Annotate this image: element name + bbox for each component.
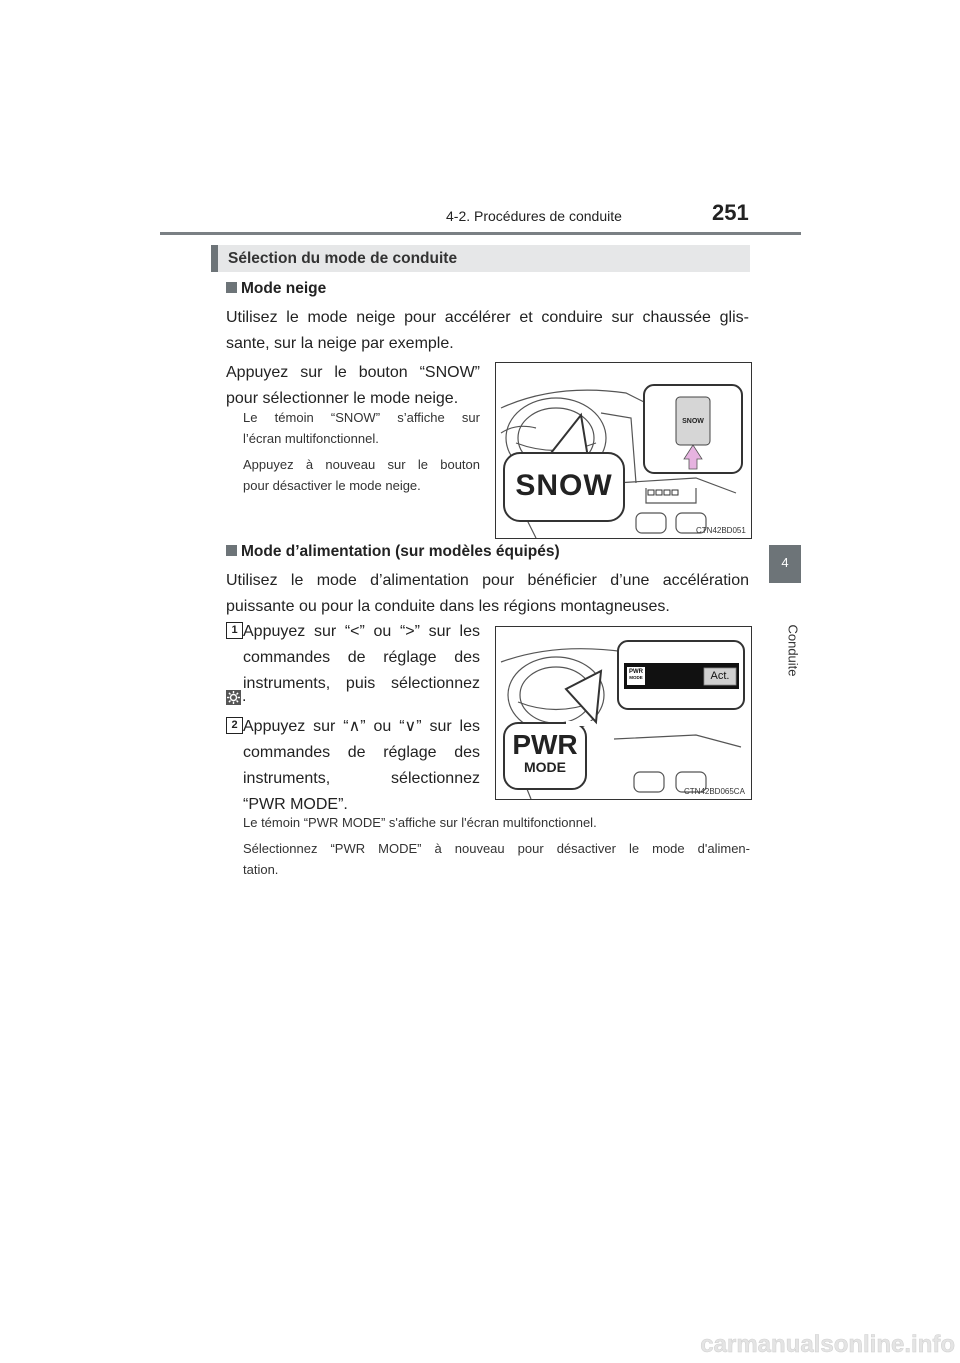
settings-gear-icon <box>226 690 241 705</box>
snow-callout-label: SNOW <box>515 469 613 502</box>
power-intro: Utilisez le mode d’alimentation pour bénéficier d’une accélération puissante ou pour la conduite dans les régions montagneuses. <box>226 572 749 615</box>
square-bullet-icon <box>226 545 237 556</box>
pwr-display-status: Act. <box>710 670 730 682</box>
snow-note-2: Appuyez à nouveau sur le bouton pour désactiver le mode neige. <box>243 457 480 493</box>
snow-instruction: Appuyez sur le bouton “SNOW” pour sélectionner le mode neige. <box>226 364 480 407</box>
chapter-label-text: Conduite <box>785 624 801 677</box>
page-number: 251 <box>712 200 749 225</box>
snow-heading: Mode neige <box>226 280 326 298</box>
snow-figure <box>495 362 752 539</box>
power-note-1: Le témoin “PWR MODE” s'affiche sur l'écran multifonctionnel. <box>243 815 597 830</box>
pwr-figure <box>495 626 752 800</box>
pwr-callout-label: PWR MODE <box>512 729 578 775</box>
gear-glyph-icon <box>226 690 241 705</box>
power-note-2: Sélectionnez “PWR MODE” à nouveau pour désactiver le mode d'alimen- tation. <box>243 841 750 877</box>
svg-text:carmanualsonline.info: carmanualsonline.info <box>700 1331 955 1358</box>
chapter-label <box>762 617 808 687</box>
step-1-text: Appuyez sur “<” ou “>” sur les commandes de réglage des instruments, puis sélectionnez <box>243 623 480 692</box>
figure-code: CTN42BD051 <box>696 526 746 535</box>
running-header-section: 4-2. Procédures de conduite <box>446 208 622 224</box>
step-number-2: 2 <box>226 717 243 734</box>
power-heading: Mode d’alimentation (sur modèles équipés) <box>226 543 560 561</box>
chapter-tab: 4 <box>769 545 801 583</box>
step-number-1: 1 <box>226 622 243 639</box>
section-title: Sélection du mode de conduite <box>228 250 458 267</box>
step-1-end: . <box>242 688 247 705</box>
square-bullet-icon <box>226 282 237 293</box>
header-rule <box>160 232 801 235</box>
section-title-bar <box>211 245 750 272</box>
snow-intro: Utilisez le mode neige pour accélérer et conduire sur chaussée glis- sante, sur la neige par exemple. <box>226 309 749 352</box>
step-2-text: Appuyez sur “∧” ou “∨” sur les commandes de réglage des instruments, sélectionnez “PWR MODE”. <box>243 718 480 813</box>
figure-code: CTN42BD065CA <box>684 787 745 796</box>
dashboard-illustration <box>496 363 751 538</box>
snow-button-label: SNOW <box>682 418 704 425</box>
snow-note-1: Le témoin “SNOW” s’affiche sur l’écran multifonctionnel. <box>243 410 480 446</box>
watermark-logo <box>560 1328 960 1358</box>
pwr-display-icon: PWR MODE <box>629 669 643 680</box>
